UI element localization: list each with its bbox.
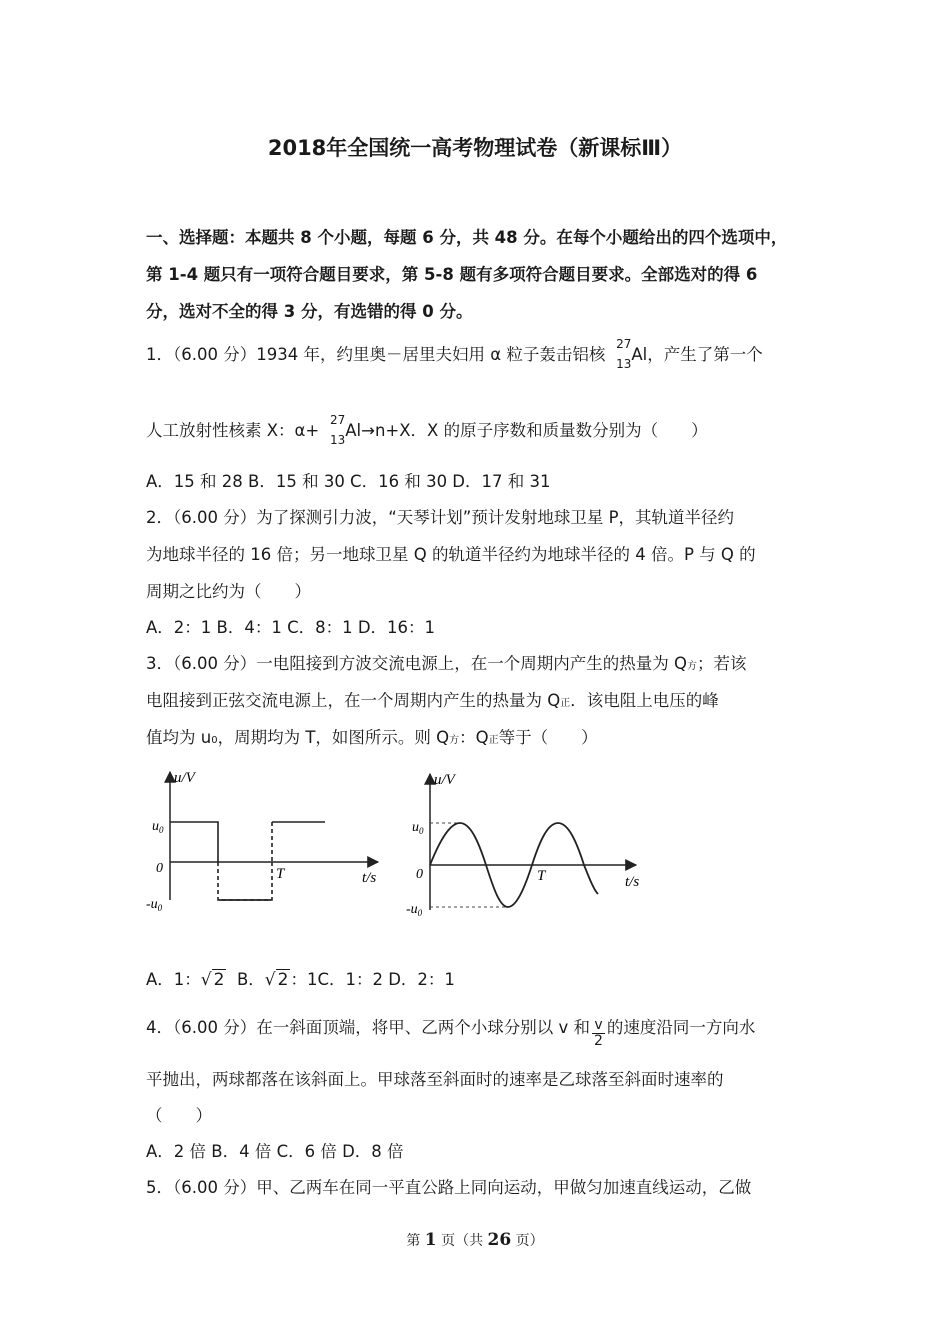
sqrt-2: √ 2	[200, 970, 225, 990]
q3-option-b: B．	[236, 970, 265, 989]
footer-middle: 页（共	[436, 1233, 488, 1249]
q-square-subscript-2: 方	[449, 735, 460, 746]
u0-label-sub: 0	[419, 826, 424, 836]
q5-line-1: 5．（6.00 分）甲、乙两车在同一平直公路上同向运动，甲做匀加速直线运动，乙做	[146, 1178, 752, 1197]
period-label: T	[276, 866, 285, 882]
q3-line-3	[146, 724, 598, 748]
isotope-symbol: Al	[631, 345, 648, 364]
isotope-mass-number: 27	[616, 337, 632, 351]
q3-line-3-mid: ，周期均为 T，如图所示。则 Q	[217, 728, 450, 747]
neg-u0-label-sub: 0	[157, 903, 163, 913]
aluminum-isotope	[609, 338, 631, 372]
square-wave-graph	[140, 768, 390, 928]
isotope-mass-number-2: 27	[329, 413, 346, 427]
page-footer	[0, 1230, 950, 1250]
q3-options	[146, 966, 455, 990]
q1-line-1-end: ，产生了第一个	[647, 345, 763, 364]
u0-label	[152, 819, 164, 835]
q3-line-1-text: 3．（6.00 分）一电阻接到方波交流电源上，在一个周期内产生的热量为 Q	[146, 654, 687, 673]
q3-line-3-text: 值均为 u	[146, 728, 212, 747]
q1-line-1-text: 1．（6.00 分）1934 年，约里奥－居里夫妇用 α 粒子轰击铝核	[146, 345, 606, 364]
footer-suffix: 页）	[511, 1233, 544, 1249]
q4-line-3: （ ）	[146, 1106, 212, 1125]
q4-line-1-end: 的速度沿同一方向水	[606, 1018, 756, 1037]
q1-line-2-end: Al→n+X．X 的原子序数和质量数分别为（ ）	[345, 421, 708, 440]
q4-line-2: 平抛出，两球都落在该斜面上。甲球落至斜面时的速率是乙球落至斜面时速率的	[146, 1070, 724, 1089]
q4-line-1	[146, 1014, 755, 1049]
u0-label-main: u	[412, 820, 419, 835]
q3-line-2	[146, 687, 719, 711]
page-title: 2018年全国统一高考物理试卷（新课标Ⅲ）	[267, 136, 683, 160]
q2-line-1: 2．（6.00 分）为了探测引力波，“天琴计划”预计发射地球卫星 P，其轨道半径约	[146, 508, 735, 527]
origin-label: 0	[156, 861, 163, 876]
y-axis-label: u/V	[174, 770, 195, 786]
q1-line-1	[146, 338, 763, 372]
section-instructions-line-2: 第 1-4 题只有一项符合题目要求，第 5-8 题有多项符合题目要求。全部选对的得 6	[146, 265, 758, 284]
q2-line-2: 为地球半径的 16 倍；另一地球卫星 Q 的轨道半径约为地球半径的 4 倍。P 与 Q 的	[146, 545, 756, 564]
neg-u0-label	[146, 897, 163, 913]
x-axis-label: t/s	[625, 874, 640, 890]
section-instructions-line-3: 分，选对不全的得 3 分，有选错的得 0 分。	[146, 302, 473, 321]
q1-line-2-text: 人工放射性核素 X：α+	[146, 421, 320, 440]
sqrt-radicand: 2	[213, 970, 225, 990]
q-sine-subscript-2: 正	[488, 735, 499, 746]
u0-subscript: 0	[211, 735, 218, 746]
u0-label	[412, 820, 424, 836]
fraction-v-over-2	[592, 1018, 605, 1049]
fraction-numerator: v	[592, 1018, 605, 1034]
q-sine-subscript: 正	[560, 698, 571, 709]
fraction-denominator: 2	[594, 1033, 603, 1049]
isotope-atomic-number: 13	[616, 357, 632, 371]
q3-line-3-ratio: ：Q	[459, 728, 489, 747]
x-axis-label: t/s	[362, 870, 377, 886]
q2-options: A．2：1 B．4：1 C．8：1 D．16：1	[146, 618, 436, 637]
aluminum-isotope-2	[323, 414, 345, 448]
sqrt-2-b: √ 2	[264, 970, 289, 990]
period-label: T	[537, 868, 546, 884]
footer-prefix: 第	[406, 1233, 425, 1249]
u0-label-sub: 0	[159, 825, 164, 835]
y-axis-label: u/V	[434, 772, 455, 788]
q-square-subscript: 方	[686, 661, 697, 672]
isotope-atomic-number-2: 13	[329, 433, 346, 447]
origin-label: 0	[416, 867, 423, 882]
q4-options: A．2 倍 B．4 倍 C．6 倍 D．8 倍	[146, 1142, 404, 1161]
q3-option-rest: ：1C．1：2 D．2：1	[290, 970, 455, 989]
q3-line-1	[146, 650, 746, 674]
sine-wave-graph	[400, 768, 650, 928]
q3-line-1-end: ；若该	[696, 654, 747, 673]
neg-u0-label	[406, 902, 423, 918]
q4-line-1-text: 4．（6.00 分）在一斜面顶端，将甲、乙两个小球分别以 v 和	[146, 1018, 590, 1037]
section-instructions-line-1: 一、选择题：本题共 8 个小题，每题 6 分，共 48 分。在每个小题给出的四个选项中，	[146, 228, 788, 247]
sqrt-radicand-b: 2	[277, 970, 289, 990]
q3-option-a: A．1：	[146, 970, 201, 989]
u0-label-main: u	[152, 819, 159, 834]
neg-u0-label-main: -u	[406, 902, 418, 917]
total-pages: 26	[487, 1230, 512, 1250]
q1-options: A．15 和 28 B．15 和 30 C．16 和 30 D．17 和 31	[146, 472, 551, 491]
square-wave-high-1	[170, 822, 218, 862]
neg-u0-label-sub: 0	[417, 908, 423, 918]
q3-line-2-text: 电阻接到正弦交流电源上，在一个周期内产生的热量为 Q	[146, 691, 561, 710]
q3-line-3-end: 等于（ ）	[498, 728, 598, 747]
q3-line-2-end: ．该电阻上电压的峰	[570, 691, 719, 710]
page-number: 1	[424, 1230, 437, 1250]
q2-line-3: 周期之比约为（ ）	[146, 582, 311, 601]
q1-line-2	[146, 414, 708, 448]
square-wave-transition	[218, 862, 272, 900]
neg-u0-label-main: -u	[146, 897, 158, 912]
